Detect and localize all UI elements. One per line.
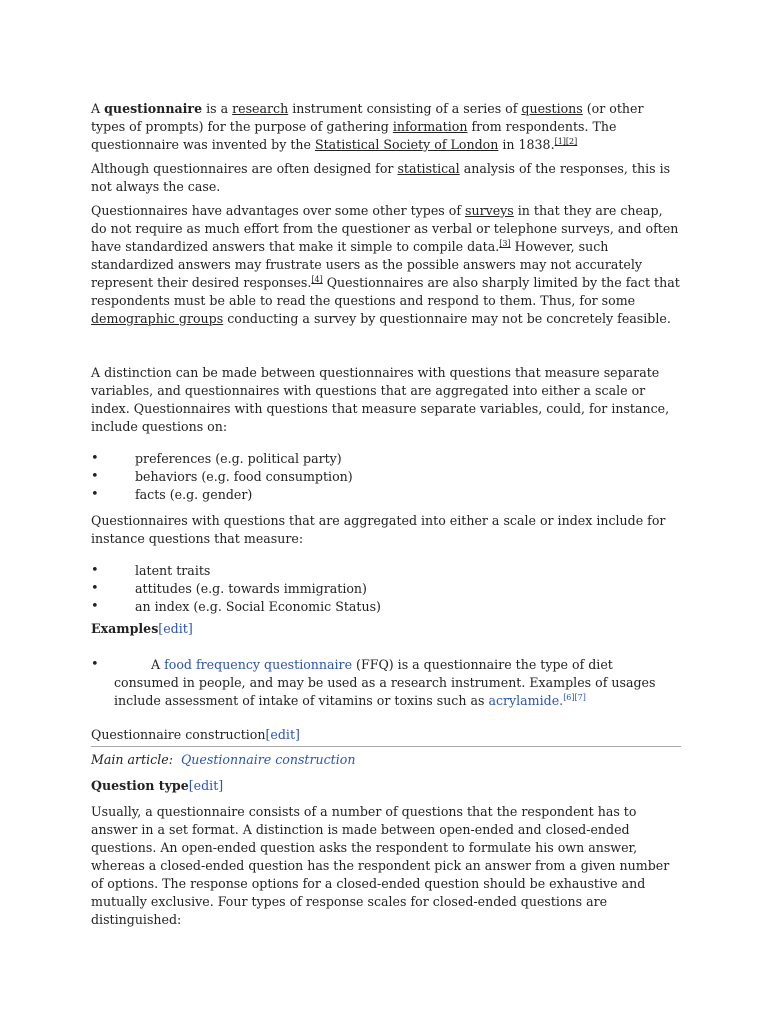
list-item <box>91 598 681 616</box>
examples-list <box>91 656 681 710</box>
list-item-text: attitudes (e.g. towards immigration) <box>135 581 367 596</box>
link-information[interactable]: information <box>392 119 468 134</box>
examples-heading <box>91 620 681 638</box>
text: Although questionnaires are often designed for <box>91 161 398 176</box>
list-item <box>91 450 681 468</box>
link-acrylamide[interactable]: acrylamide <box>488 693 560 708</box>
text: analysis of the responses, this is not always the case. <box>91 161 671 194</box>
link-statistical-society[interactable]: Statistical Society of London <box>314 137 499 152</box>
text: in 1838. <box>498 137 555 152</box>
distinction-paragraph: A distinction can be made between questionnaires with questions that measure separate variables, and questionnaires with questions that are aggregated into either a scale or index. Questionnaires with questions that measure separate variables, could, for instance, include questions on: <box>91 365 670 434</box>
list-item-text: preferences (e.g. political party) <box>135 451 342 466</box>
link-food-frequency-questionnaire[interactable]: food frequency questionnaire <box>164 657 353 672</box>
text: However, such standardized answers may frustrate users as the possible answers may not accurately represent their desired responses. <box>91 239 643 290</box>
text: . <box>559 693 564 708</box>
article-body <box>91 100 681 935</box>
bullet-icon: • <box>91 563 99 578</box>
text: A <box>151 657 165 672</box>
reference-link[interactable]: [1][2] <box>554 137 578 146</box>
aggregated-list <box>91 562 681 616</box>
link-surveys[interactable]: surveys <box>465 203 514 218</box>
intro-paragraph-2 <box>91 160 681 196</box>
text: A <box>91 101 105 116</box>
heading-text: Questionnaire construction <box>91 727 266 742</box>
list-item-text: an index (e.g. Social Economic Status) <box>135 599 381 614</box>
list-item <box>91 656 681 710</box>
indent <box>114 657 151 672</box>
term-questionnaire: questionnaire <box>104 101 203 116</box>
text: is a <box>202 101 233 116</box>
bullet-icon: • <box>91 657 99 672</box>
questionnaire-construction-heading <box>91 726 681 747</box>
list-item <box>91 468 681 486</box>
list-item <box>91 580 681 598</box>
text: (FFQ) is a questionnaire the type of diet consumed in people, and may be used as a research instrument. Examples of usages include assessment of intake of vitamins or toxins such as <box>114 657 656 708</box>
bullet-icon: • <box>91 469 99 484</box>
edit-link[interactable]: [edit] <box>158 621 193 636</box>
link-research[interactable]: research <box>232 101 289 116</box>
edit-link[interactable]: [edit] <box>265 727 300 742</box>
question-type-paragraph: Usually, a questionnaire consists of a number of questions that the respondent has to answer in a set format. A distinction is made between open-ended and closed-ended questions. An open-ended question asks the respondent to formulate his own answer, whereas a closed-ended question has the respondent pick an answer from a given number of options. The response options for a closed-ended question should be exhaustive and mutually exclusive. Four types of response scales for closed-ended questions are distinguished: <box>91 804 670 927</box>
reference-link[interactable]: [4] <box>311 275 323 284</box>
aggregated-paragraph: Questionnaires with questions that are aggregated into either a scale or index include for instance questions that measure: <box>91 513 666 546</box>
text: in that they are cheap, do not require as much effort from the questioner as verbal or telephone surveys, and often have standardized answers that make it simple to compile data. <box>91 203 679 254</box>
link-statistical[interactable]: statistical <box>397 161 460 176</box>
intro-paragraph-1 <box>91 100 681 154</box>
link-questionnaire-construction[interactable]: Questionnaire construction <box>180 752 356 767</box>
list-item <box>91 486 681 504</box>
text: from respondents. The questionnaire was invented by the <box>91 119 617 152</box>
bullet-icon: • <box>91 487 99 502</box>
list-item <box>91 562 681 580</box>
heading-text: Question type <box>91 778 189 793</box>
text: conducting a survey by questionnaire may not be concretely feasible. <box>223 311 671 326</box>
bullet-icon: • <box>91 599 99 614</box>
list-item-text: facts (e.g. gender) <box>135 487 253 502</box>
text: Questionnaires have advantages over some other types of <box>91 203 466 218</box>
list-item-text: latent traits <box>135 563 211 578</box>
link-questions[interactable]: questions <box>521 101 583 116</box>
edit-link[interactable]: [edit] <box>188 778 224 793</box>
separate-variables-list <box>91 450 681 504</box>
reference-link[interactable]: [6][7] <box>563 693 586 702</box>
text: (or other types of prompts) for the purpose of gathering <box>91 101 644 134</box>
bullet-icon: • <box>91 451 99 466</box>
intro-paragraph-3 <box>91 202 681 328</box>
link-demographic-groups[interactable]: demographic groups <box>91 311 224 326</box>
main-article-label: Main article: <box>91 752 173 767</box>
question-type-heading <box>91 777 681 795</box>
bullet-icon: • <box>91 581 99 596</box>
text: Questionnaires are also sharply limited by the fact that respondents must be able to read the questions and respond to them. Thus, for some <box>91 275 680 308</box>
reference-link[interactable]: [3] <box>499 239 511 248</box>
spacer <box>91 334 681 364</box>
text: instrument consisting of a series of <box>288 101 522 116</box>
main-article-note <box>91 751 681 769</box>
list-item-text: behaviors (e.g. food consumption) <box>135 469 353 484</box>
heading-text: Examples <box>91 621 159 636</box>
